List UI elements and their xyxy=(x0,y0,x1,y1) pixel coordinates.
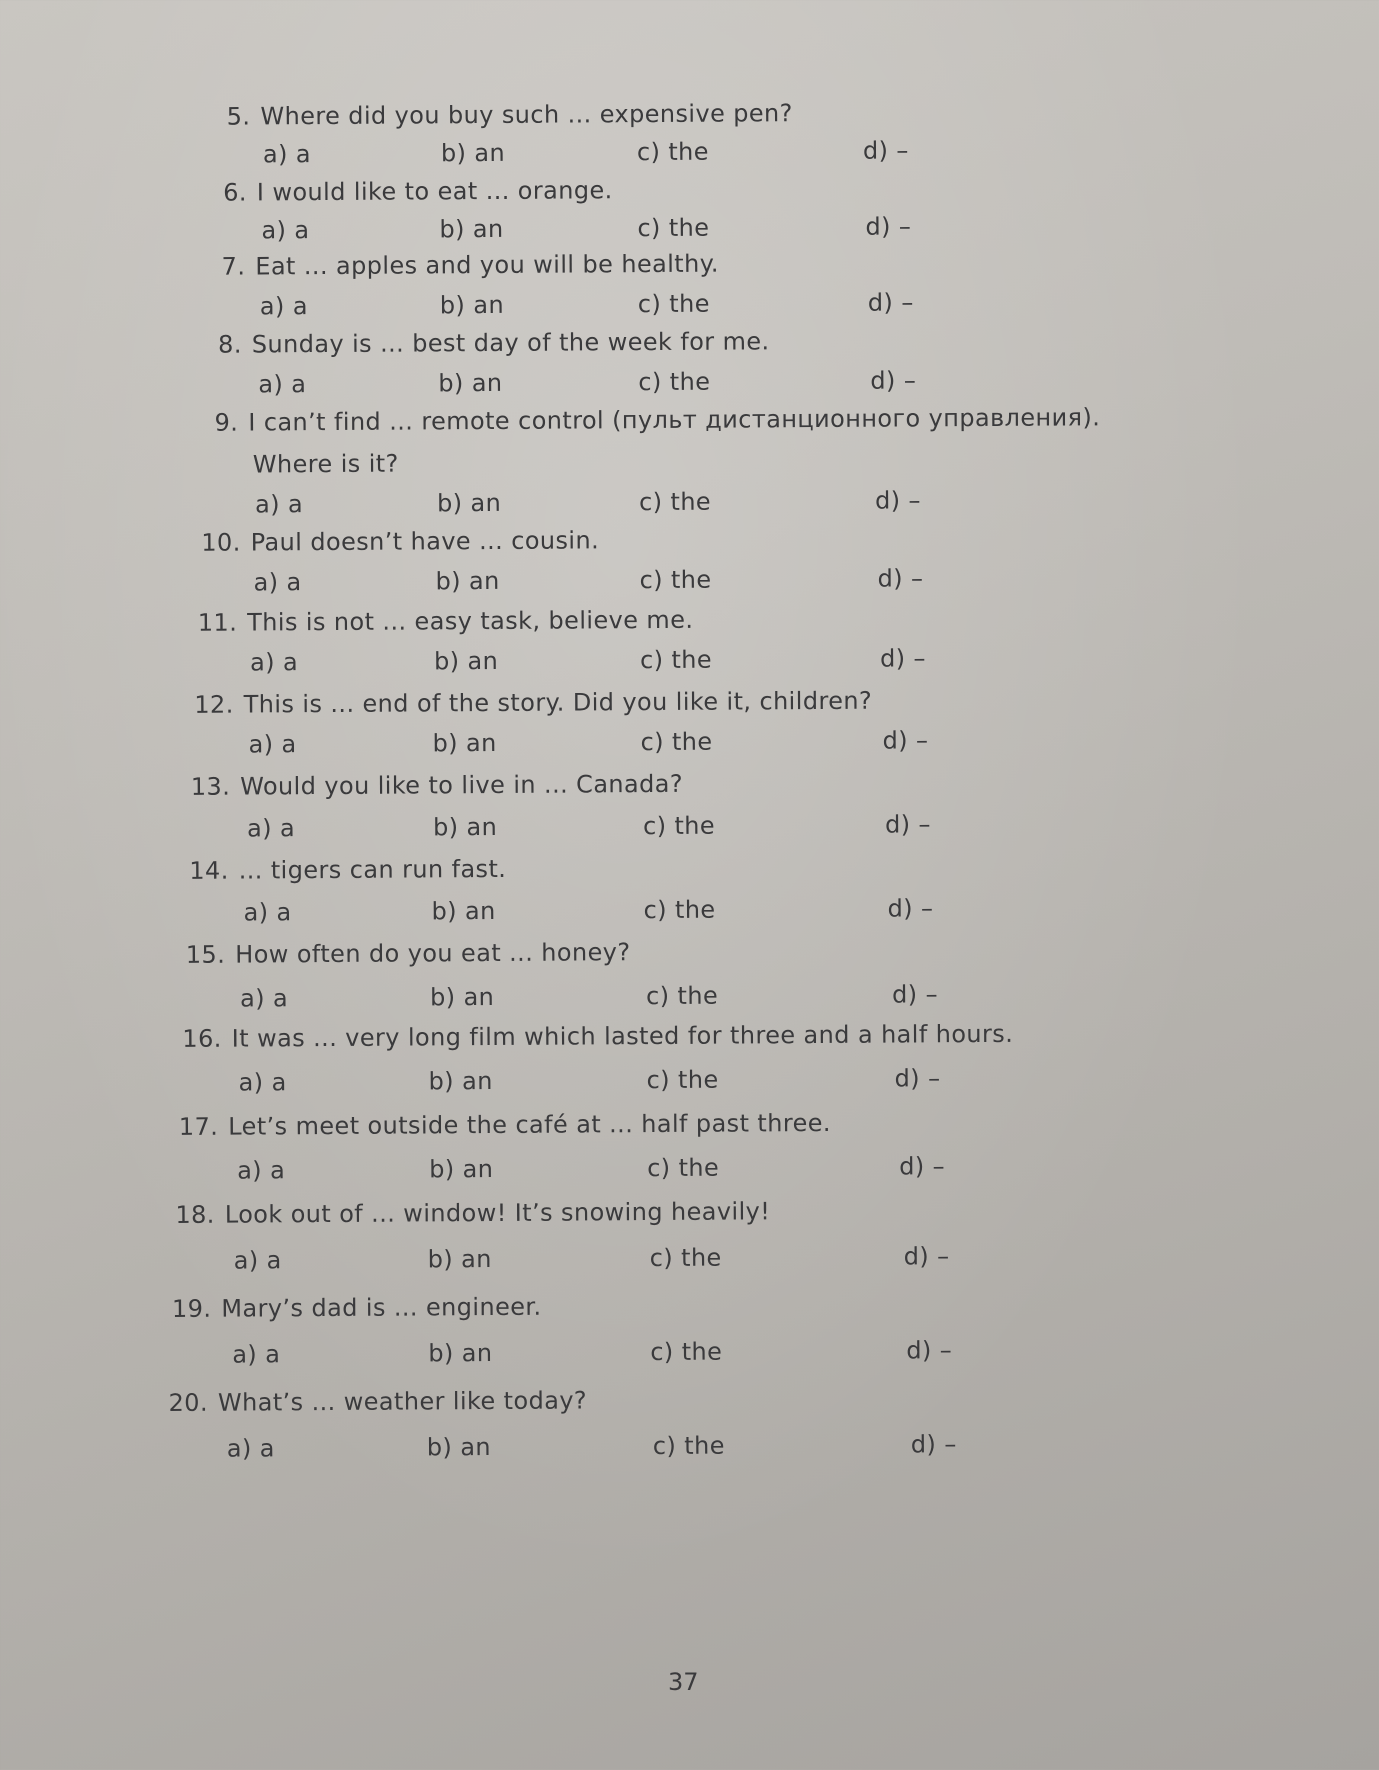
option-a: a) a xyxy=(261,216,310,245)
question-number: 16. xyxy=(182,1024,222,1053)
question-stem xyxy=(227,99,793,130)
option-c: c) the xyxy=(652,1431,725,1461)
question-text: This is not ... easy task, believe me. xyxy=(247,605,694,637)
question-text: How often do you eat ... honey? xyxy=(235,938,631,969)
option-d: d) – xyxy=(899,1152,946,1181)
question-stem xyxy=(175,1197,770,1229)
question-text: Sunday is ... best day of the week for me. xyxy=(251,327,770,359)
option-d: d) – xyxy=(884,810,931,839)
option-d: d) – xyxy=(903,1242,950,1271)
question-text: I can’t find ... remote control (пульт дистанционного управления). xyxy=(248,403,1101,437)
option-d: d) – xyxy=(910,1430,957,1459)
option-b: b) an xyxy=(439,290,505,320)
question-text: Paul doesn’t have ... cousin. xyxy=(250,526,600,557)
option-b: b) an xyxy=(426,1433,492,1462)
option-a: a) a xyxy=(248,730,297,759)
page-number: 37 xyxy=(668,1668,699,1696)
question-text: Mary’s dad is ... engineer. xyxy=(221,1292,542,1323)
option-d: d) – xyxy=(870,366,917,395)
option-b: b) an xyxy=(432,812,498,842)
option-d: d) – xyxy=(865,212,912,241)
question-text: Let’s meet outside the café at ... half past three. xyxy=(228,1108,831,1141)
question-stem xyxy=(172,1293,542,1323)
option-d: d) – xyxy=(882,726,929,755)
question-text: This is ... end of the story. Did you like it, children? xyxy=(243,686,873,719)
option-d: d) – xyxy=(887,894,934,923)
option-d: d) – xyxy=(894,1064,941,1093)
question-stem xyxy=(182,1020,1013,1053)
option-d: d) – xyxy=(892,980,939,1009)
question-stem xyxy=(223,176,613,206)
option-a: a) a xyxy=(258,370,307,399)
question-text-continuation: Where is it? xyxy=(252,449,399,479)
option-a: a) a xyxy=(259,292,308,321)
option-a: a) a xyxy=(238,1068,287,1097)
option-a: a) a xyxy=(246,814,296,843)
question-stem xyxy=(194,687,872,719)
option-c: c) the xyxy=(650,1337,723,1367)
option-a: a) a xyxy=(249,648,299,677)
question-stem xyxy=(201,526,599,556)
option-b: b) an xyxy=(433,646,499,676)
option-d: d) – xyxy=(867,288,914,317)
option-b: b) an xyxy=(431,896,496,926)
question-stem xyxy=(179,1109,831,1141)
option-b: b) an xyxy=(428,1067,493,1096)
question-number: 17. xyxy=(178,1112,219,1141)
question-number: 13. xyxy=(190,772,231,801)
option-c: c) the xyxy=(646,1065,719,1095)
option-b: b) an xyxy=(429,1155,494,1184)
question-text: What’s ... weather like today? xyxy=(217,1386,588,1417)
option-c: c) the xyxy=(637,213,710,243)
option-c: c) the xyxy=(636,137,710,167)
question-stem xyxy=(222,250,719,281)
option-c: c) the xyxy=(638,367,711,397)
question-text: Would you like to live in ... Canada? xyxy=(240,769,684,801)
option-a: a) a xyxy=(232,1340,281,1369)
option-a: a) a xyxy=(240,984,289,1013)
option-b: b) an xyxy=(430,982,495,1012)
question-text: I would like to eat ... orange. xyxy=(256,176,613,207)
option-b: b) an xyxy=(439,214,504,244)
question-number: 20. xyxy=(168,1388,209,1417)
question-stem xyxy=(191,770,683,801)
option-b: b) an xyxy=(435,566,500,596)
option-c: c) the xyxy=(643,895,716,925)
option-a: a) a xyxy=(243,898,292,927)
option-c: c) the xyxy=(647,1153,720,1183)
option-c: c) the xyxy=(637,289,710,319)
option-b: b) an xyxy=(427,1245,492,1274)
option-d: d) – xyxy=(877,564,924,593)
question-number: 7. xyxy=(221,252,246,281)
question-stem xyxy=(168,1386,587,1417)
option-b: b) an xyxy=(428,1339,493,1368)
question-number: 6. xyxy=(223,178,247,207)
question-text: It was ... very long film which lasted for three and a half hours. xyxy=(231,1019,1014,1053)
option-a: a) a xyxy=(233,1246,282,1275)
question-number: 5. xyxy=(226,102,251,131)
option-c: c) the xyxy=(640,727,713,757)
question-number: 10. xyxy=(201,528,241,557)
question-stem xyxy=(189,855,506,885)
question-text: Where did you buy such ... expensive pen? xyxy=(260,99,793,131)
question-stem xyxy=(218,327,770,358)
question-stem xyxy=(186,938,631,969)
option-c: c) the xyxy=(639,565,712,595)
option-d: d) – xyxy=(879,644,926,673)
question-number: 11. xyxy=(197,608,238,637)
question-text: Eat ... apples and you will be healthy. xyxy=(255,249,719,281)
question-number: 12. xyxy=(194,690,234,719)
option-c: c) the xyxy=(646,981,719,1011)
option-c: c) the xyxy=(649,1243,722,1273)
option-b: b) an xyxy=(436,488,502,518)
option-b: b) an xyxy=(440,138,506,168)
option-c: c) the xyxy=(639,645,713,675)
question-number: 15. xyxy=(185,940,226,969)
question-number: 19. xyxy=(171,1294,212,1323)
option-c: c) the xyxy=(642,811,716,841)
question-stem xyxy=(215,403,1101,436)
question-stem xyxy=(198,606,694,637)
option-a: a) a xyxy=(237,1156,286,1185)
option-d: d) – xyxy=(906,1336,953,1365)
option-a: a) a xyxy=(226,1434,275,1463)
option-d: d) – xyxy=(862,136,909,165)
question-text: ... tigers can run fast. xyxy=(238,854,507,885)
option-c: c) the xyxy=(638,487,712,517)
option-b: b) an xyxy=(438,368,503,398)
option-a: a) a xyxy=(253,568,302,597)
question-number: 14. xyxy=(189,856,229,885)
option-a: a) a xyxy=(262,140,312,169)
option-b: b) an xyxy=(432,728,497,758)
option-a: a) a xyxy=(255,490,304,519)
option-d: d) – xyxy=(874,486,921,515)
question-number: 18. xyxy=(175,1200,215,1229)
question-number: 8. xyxy=(218,330,242,359)
question-number: 9. xyxy=(214,408,239,437)
question-text: Look out of ... window! It’s snowing heavily! xyxy=(224,1197,771,1229)
